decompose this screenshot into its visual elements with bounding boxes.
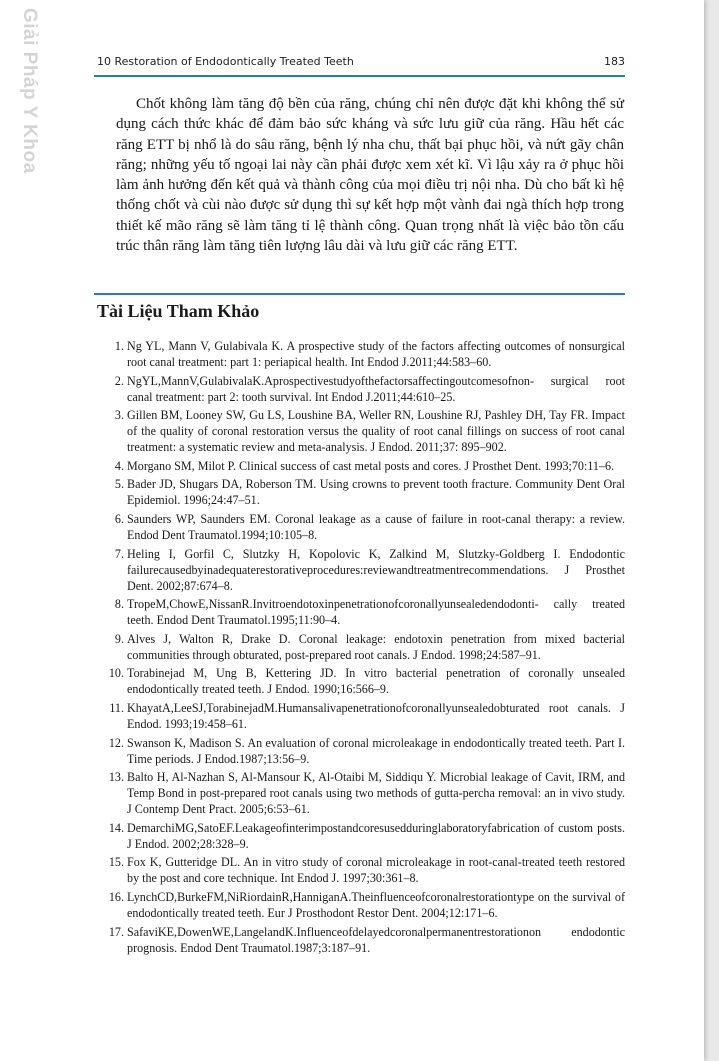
reference-text: LynchCD,BurkeFM,NiRiordainR,HanniganA.Theinfluenceofcoronalrestorationtype on the survival of endodontically treated teeth. Eur J Prosthodont Restor Dent. 2004;12:171–6. [127,889,625,920]
reference-item [100,820,625,852]
reference-item [100,769,625,817]
reference-number: 14. [108,820,124,835]
reference-item [100,458,625,474]
page-number: 183 [604,55,625,68]
reference-text: Bader JD, Shugars DA, Roberson TM. Using crowns to prevent tooth fracture. Community Dent Oral Epidemiol. 1996;24:47–51. [127,477,625,508]
reference-number: 9. [114,631,124,646]
reference-item [100,546,625,594]
reference-text: Alves J, Walton R, Drake D. Coronal leakage: endotoxin penetration from mixed bacterial communities through obturated, post-prepared root canals. J Endod. 1998;24:587–91. [127,631,625,662]
chapter-title: 10 Restoration of Endodontically Treated Teeth [97,55,354,68]
reference-number: 10. [108,666,124,681]
reference-number: 3. [114,408,124,423]
reference-item [100,407,625,455]
section-rule [94,293,625,295]
reference-item [100,511,625,543]
watermark: Giải Pháp Y Khoa [19,8,40,174]
reference-number: 5. [114,477,124,492]
reference-text: Balto H, Al-Nazhan S, Al-Mansour K, Al-Otaibi M, Siddiqu Y. Microbial leakage of Cavit, IRM, and Temp Bond in post-prepared root canals using two methods of gutta-percha removal: an in vivo study. J Contemp Dent Pract. 2005;6:53–61. [127,770,625,817]
reference-number: 15. [108,855,124,870]
reference-text: Heling I, Gorfil C, Slutzky H, Kopolovic K, Zalkind M, Slutzky-Goldberg I. Endodontic failurecausedbyinadequaterestorativeprocedures:reviewandtreatmentrecommendations. J Prosthet Dent. 2002;87:674–8. [127,546,625,593]
reference-text: Swanson K, Madison S. An evaluation of coronal microleakage in endodontically treated teeth. Part I. Time periods. J Endod.1987;13:56–9. [127,735,625,766]
header-rule [94,75,625,77]
reference-number: 8. [114,597,124,612]
reference-item [100,596,625,628]
reference-number: 17. [108,924,124,939]
reference-item [100,889,625,921]
reference-item [100,854,625,886]
reference-number: 11. [109,700,124,715]
reference-text: SafaviKE,DowenWE,LangelandK.Influenceofdelayedcoronalpermanentrestorationon endodontic prognosis. Endod Dent Traumatol.1987;3:187–91. [127,924,625,955]
reference-item [100,476,625,508]
reference-item [100,700,625,732]
reference-item [100,338,625,370]
reference-number: 13. [108,770,124,785]
reference-text: Saunders WP, Saunders EM. Coronal leakage as a cause of failure in root-canal therapy: a review. Endod Dent Traumatol.1994;10:105–8. [127,511,625,542]
reference-item [100,373,625,405]
reference-number: 6. [114,511,124,526]
body-paragraph: Chốt không làm tăng độ bền của răng, chúng chỉ nên được đặt khi không thể sử dụng cách thức khác để đảm bảo sức kháng và sức lưu giữ của răng. Hầu hết các răng ETT bị nhổ là do sâu răng, bệnh lý nha chu, thất bại phục hồi, và nứt gãy chân răng; những yếu tố ngoại lai này cần phải được xem xét kĩ. Vì lậu xảy ra ở phục hồi làm ảnh hưởng đến kết quả và thành công của mọi điều trị nội nha. Dù cho bất kì hệ thống chốt và cùi nào được sử dụng thì sự kết hợp một vành đai ngà thích hợp trong thiết kế mão răng sẽ làm tăng tỉ lệ thành công. Quan trọng nhất là việc bảo tồn cấu trúc thân răng làm tăng tiên lượng lâu dài và lưu giữ các răng ETT. [116,96,624,255]
reference-item [100,735,625,767]
reference-text: Morgano SM, Milot P. Clinical success of cast metal posts and cores. J Prosthet Dent. 1993;70:11–6. [127,458,615,473]
references-heading: Tài Liệu Tham Khảo [97,301,260,321]
reference-number: 4. [114,458,124,473]
reference-text: Gillen BM, Looney SW, Gu LS, Loushine BA, Weller RN, Loushine RJ, Pashley DH, Tay FR. Impact of the quality of coronal restoration versus the quality of root canal fillings on success of root canal treatment: a systematic review and meta-analysis. J Endod. 2011;37: 895–902. [127,408,625,455]
reference-text: DemarchiMG,SatoEF.Leakageofinterimpostandcoresusedduringlaboratoryfabrication of custom posts. J Endod. 2002;28:328–9. [127,820,625,851]
reference-item [100,665,625,697]
reference-number: 1. [114,339,124,353]
reference-item [100,924,625,956]
reference-text: Fox K, Gutteridge DL. An in vitro study of coronal microleakage in root-canal-treated teeth restored by the post and core technique. Int Endod J. 1997;30:361–8. [127,855,625,886]
reference-text: Torabinejad M, Ung B, Kettering JD. In vitro bacterial penetration of coronally unsealed endodontically treated teeth. J Endod. 1990;16:566–9. [127,666,625,697]
reference-text: TropeM,ChowE,NissanR.Invitroendotoxinpenetrationofcoronallyunsealedendodonti- cally treated teeth. Endod Dent Traumatol.1995;11:90–4. [127,597,625,628]
reference-number: 2. [114,373,124,388]
reference-text: KhayatA,LeeSJ,TorabinejadM.Humansalivapenetrationofcoronallyunsealedobturated root canals. J Endod. 1993;19:458–61. [127,700,625,731]
reference-list [100,338,625,956]
reference-item [100,631,625,663]
reference-number: 12. [108,735,124,750]
reference-number: 7. [114,546,124,561]
running-header [97,55,625,68]
reference-text: Ng YL, Mann V, Gulabivala K. A prospective study of the factors affecting outcomes of nonsurgical root canal treatment: part 1: periapical health. Int Endod J.2011;44:583–60. [127,339,625,369]
reference-text: NgYL,MannV,GulabivalaK.Aprospectivestudyofthefactorsaffectingoutcomesofnon- surgical root canal treatment: part 2: tooth survival. Int Endod J.2011;44:610–25. [127,373,625,404]
reference-number: 16. [108,889,124,904]
